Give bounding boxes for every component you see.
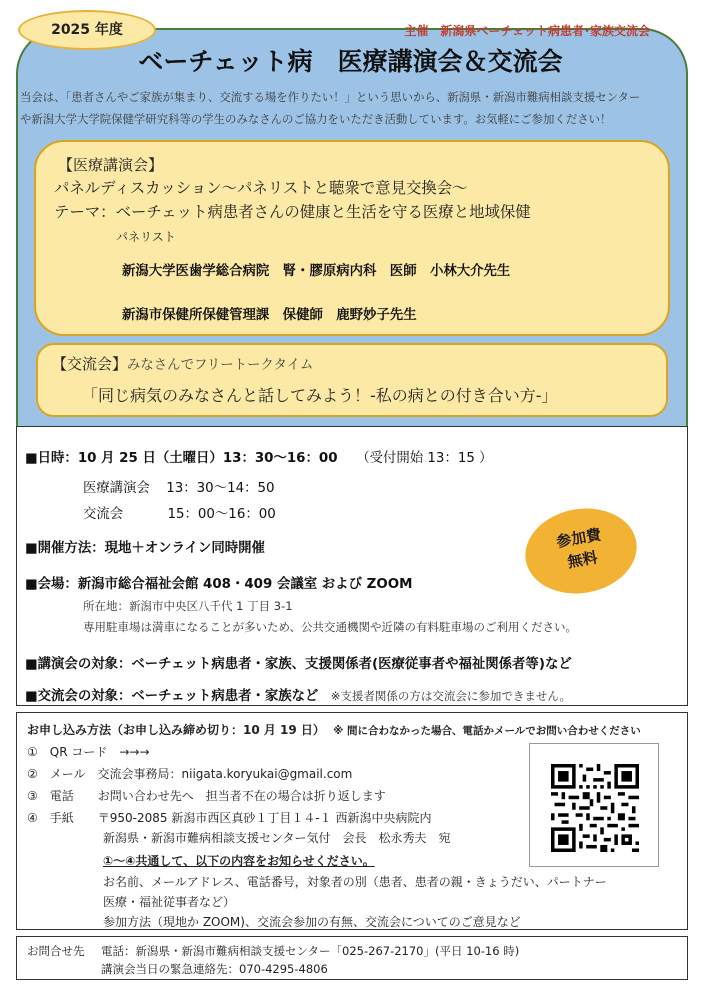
contact-section <box>16 936 688 980</box>
parking-note: 専用駐車場は満車になることが多いため、公共交通機関や近隣の有料駐車場のご利用ください。 <box>83 620 578 634</box>
lecture-heading: 【医療講演会】 <box>58 156 164 174</box>
application-title <box>27 721 641 738</box>
exchange-theme: 「同じ病気のみなさんと話してみよう！-私の病との付き合い方-」 <box>82 386 558 405</box>
lecture-section <box>34 140 670 336</box>
apply-letter-item: ④ 手紙 〒950-2085 新潟市西区真砂１丁目１４-１ 西新潟中央病院内 <box>27 811 432 825</box>
apply-letter-address: 新潟県・新潟市難病相談支援センター気付 会長 松永秀夫 宛 <box>103 831 451 845</box>
apply-info-line: 参加方法（現地か ZOOM)、交流会参加の有無、交流会についてのご意見など <box>103 915 521 929</box>
exchange-time-row <box>83 503 276 522</box>
lecture-time-row <box>83 477 275 496</box>
address-row: 所在地：新潟市中央区八千代 1 丁目 3-1 <box>83 599 293 613</box>
fee-badge <box>519 500 644 602</box>
method-row: ■開催方法：現地＋オンライン同時開催 <box>25 541 265 556</box>
contact-label: お問合せ先 <box>27 944 85 958</box>
event-details <box>16 426 688 706</box>
datetime-value: 10 月 25 日（土曜日）13：30～16：00 <box>77 451 338 466</box>
intro-line-1: 当会は、「患者さんやご家族が集まり、交流する場を作りたい！」という思いから、新潟県・新潟市難病相談支援センター <box>20 90 641 104</box>
exchange-heading <box>52 353 313 374</box>
exchange-subheading: みなさんでフリートークタイム <box>127 358 314 373</box>
panelist-label: パネリスト <box>116 230 176 244</box>
page-title: ベーチェット病 医療講演会＆交流会 <box>138 47 563 76</box>
organizer-label: 主催 新潟県ベーチェット病患者･家族交流会 <box>404 24 650 38</box>
qr-code[interactable] <box>529 743 659 867</box>
datetime-row <box>25 447 493 466</box>
exchange-time-label: 交流会 <box>83 507 124 522</box>
apply-info-line: 医療・福祉従事者など） <box>103 895 236 909</box>
lecture-time-label: 医療講演会 <box>83 481 150 496</box>
fee-label: 参加費 <box>555 525 603 551</box>
intro-text <box>20 86 680 130</box>
exchange-target: ■交流会の対象：ベーチェット病患者・家族など <box>25 689 319 704</box>
lecture-target-row: ■講演会の対象：ベーチェット病患者・家族、支援関係者(医療従事者や福祉関係者等)など <box>25 657 572 672</box>
application-deadline: お申し込み方法（お申し込み締め切り：10 月 19 日） <box>27 723 325 737</box>
exchange-target-note: ※支援者関係の方は交流会に参加できません。 <box>330 689 572 703</box>
apply-qr-item: ① QR コード →→→ <box>27 745 150 759</box>
exchange-heading-label: 【交流会】 <box>52 355 128 373</box>
fee-value: 無料 <box>566 548 599 572</box>
apply-phone-item: ③ 電話 お問い合わせ先へ 担当者不在の場合は折り返します <box>27 789 386 803</box>
lecture-subtitle: パネルディスカッション～パネリストと聴衆で意見交換会～ <box>54 179 468 197</box>
exchange-section <box>36 343 668 417</box>
contact-emergency: 講演会当日の緊急連絡先：070-4295-4806 <box>101 962 328 976</box>
contact-phone: 電話：新潟県・新潟市難病相談支援センター「025-267-2170」(平日 10-16 時) <box>101 944 520 958</box>
panelist-item: 新潟市保健所保健管理課 保健師 鹿野妙子先生 <box>122 308 417 323</box>
year-badge: 2025 年度 <box>18 10 156 50</box>
qr-code-icon <box>551 764 639 852</box>
panelist-item: 新潟大学医歯学総合病院 腎・膠原病内科 医師 小林大介先生 <box>122 264 511 279</box>
lecture-theme: テーマ：ベーチェット病患者さんの健康と生活を守る医療と地域保健 <box>54 203 531 221</box>
lecture-time-value: 13：30～14：50 <box>166 481 275 496</box>
venue-row: ■会場：新潟市総合福祉会館 408・409 会議室 および ZOOM <box>25 577 413 592</box>
exchange-target-row <box>25 685 571 704</box>
application-section <box>16 712 688 930</box>
exchange-time-value: 15：00～16：00 <box>167 507 276 522</box>
reception-time: （受付開始 13：15 ） <box>356 451 493 466</box>
apply-info-line: お名前、メールアドレス、電話番号，対象者の別（患者、患者の親・きょうだい、パートナー <box>103 875 607 889</box>
apply-mail-item[interactable]: ② メール 交流会事務局：niigata.koryukai@gmail.com <box>27 767 353 781</box>
apply-common-note: ①～④共通して、以下の内容をお知らせください。 <box>103 854 375 868</box>
intro-line-2: や新潟大学大学院保健学研究科等の学生のみなさんのご協力をいただき活動しています。お気軽にご参加ください！ <box>20 112 612 126</box>
datetime-label: ■日時： <box>25 451 78 466</box>
application-note: ※ 間に合わなかった場合、電話かメールでお問い合わせください <box>333 725 641 737</box>
